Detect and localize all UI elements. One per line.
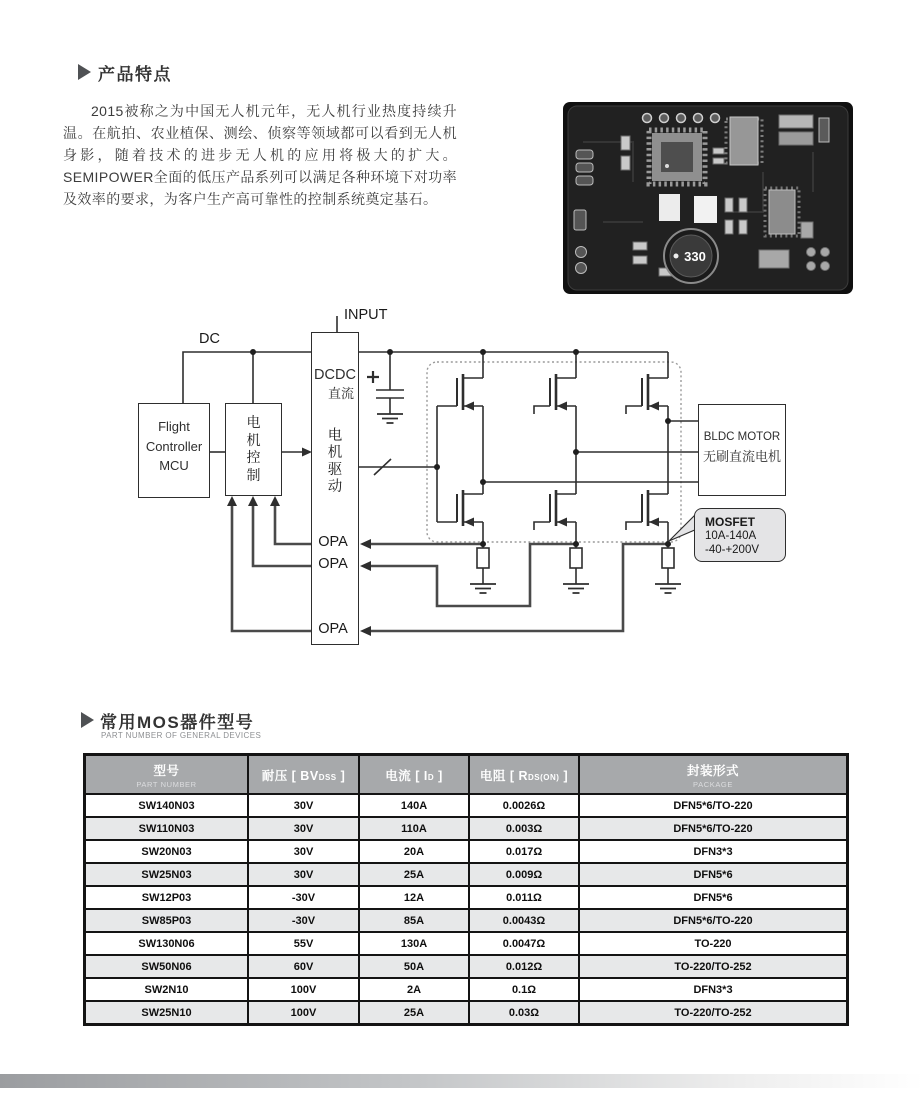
table-cell: TO-220 xyxy=(579,932,847,955)
bldc-motor-box xyxy=(698,404,786,496)
arrow-up-2 xyxy=(248,496,258,506)
fc-line2: Controller xyxy=(145,438,203,454)
table-cell: 100V xyxy=(248,1001,359,1024)
table-cell: 60V xyxy=(248,955,359,978)
table-cell: 110A xyxy=(359,817,469,840)
dcdc-label: DCDC xyxy=(314,367,356,383)
table-cell: SW110N03 xyxy=(85,817,248,840)
sense-resistors xyxy=(477,548,674,568)
header-package: 封装形式 PACKAGE xyxy=(579,755,847,794)
pcb-mosfet-pad xyxy=(659,194,680,221)
mosfet-low-1 xyxy=(437,490,483,527)
table-cell: SW2N10 xyxy=(85,978,248,1001)
table-cell: 0.1Ω xyxy=(469,978,579,1001)
dcdc-cn-label: 直流 xyxy=(327,386,354,401)
table-row xyxy=(85,794,847,817)
table-cell: 130A xyxy=(359,932,469,955)
callout-tail xyxy=(669,513,697,541)
dc-rail xyxy=(183,352,311,403)
sense-resistor xyxy=(662,548,674,568)
mosfet-low-3 xyxy=(626,490,668,530)
motor-driver-box xyxy=(311,332,359,645)
table-cell: 0.012Ω xyxy=(469,955,579,978)
table-header-row xyxy=(85,755,847,794)
arrow-opa3 xyxy=(360,626,371,636)
table-cell: 20A xyxy=(359,840,469,863)
table-cell: 30V xyxy=(248,840,359,863)
input-label: INPUT xyxy=(344,307,388,323)
bldc-motor-cn-label: 无刷直流电机 xyxy=(702,449,781,464)
table-cell: 100V xyxy=(248,978,359,1001)
table-cell: DFN5*6 xyxy=(579,886,847,909)
table-cell: SW25N03 xyxy=(85,863,248,886)
fc-line3: MCU xyxy=(159,458,189,473)
table-cell: 0.0026Ω xyxy=(469,794,579,817)
mosfet-callout xyxy=(694,508,786,562)
table-row xyxy=(85,1001,847,1024)
header-part-number: 型号 PART NUMBER xyxy=(85,755,248,794)
arrow-opa1 xyxy=(360,539,371,549)
table-cell: SW130N06 xyxy=(85,932,248,955)
callout-title: MOSFET xyxy=(705,515,755,529)
bldc-motor-label: BLDC MOTOR xyxy=(703,431,781,443)
flight-controller-box xyxy=(138,403,210,498)
table-row xyxy=(85,817,847,840)
triangle-bullet-icon xyxy=(78,64,91,80)
table-cell: TO-220/TO-252 xyxy=(579,955,847,978)
pcb-mosfet-pad xyxy=(694,196,717,223)
pcb-driver-ic xyxy=(765,188,799,236)
arrow-up-1 xyxy=(270,496,280,506)
intro-paragraph: 2015被称之为中国无人机元年，无人机行业热度持续升温。在航拍、农业植保、测绘、侦察等领域都可以看到无人机身影，随着技术的进步无人机的应用将极大的扩大。SEMIPOWER全面的低压产品系列可以满足各种环境下对功率及效率的要求，为客户生产高可靠性的控制系统奠定基石。 xyxy=(63,103,457,207)
table-cell: SW20N03 xyxy=(85,840,248,863)
table-cell: 55V xyxy=(248,932,359,955)
opa3-label: OPA xyxy=(318,621,348,637)
opa-output-wire xyxy=(275,506,311,544)
sense-resistor xyxy=(477,548,489,568)
table-cell: 140A xyxy=(359,794,469,817)
sense-resistor xyxy=(570,548,582,568)
callout-line2: -40-+200V xyxy=(705,544,760,556)
table-cell: DFN5*6/TO-220 xyxy=(579,794,847,817)
table-row xyxy=(85,840,847,863)
opa-feedback-wires xyxy=(232,506,668,631)
arrow-up-3 xyxy=(227,496,237,506)
triangle-bullet-icon xyxy=(81,712,94,728)
header-rdson: 电阻 [ RDS(ON) ] xyxy=(469,755,579,794)
pcb-qfp-chip xyxy=(649,130,705,184)
opa-output-wire xyxy=(253,506,311,566)
mosfet-high-2 xyxy=(534,374,576,414)
opa1-label: OPA xyxy=(318,534,348,550)
table-cell: DFN3*3 xyxy=(579,840,847,863)
pcb-soic-chip xyxy=(726,117,762,165)
callout-line1: 10A-140A xyxy=(705,530,757,542)
inductor-value-label: 330 xyxy=(684,249,706,264)
section-table-title: 常用MOS器件型号 xyxy=(100,713,255,732)
bus-capacitor xyxy=(367,352,404,414)
opa-feedback-wire xyxy=(370,544,576,606)
table-cell: DFN5*6 xyxy=(579,863,847,886)
table-cell: 0.011Ω xyxy=(469,886,579,909)
mosfet-high-1 xyxy=(437,374,483,411)
mosfet-high-3 xyxy=(626,374,668,414)
table-cell: SW140N03 xyxy=(85,794,248,817)
table-row xyxy=(85,955,847,978)
header-bvdss: 耐压 [ BVDSS ] xyxy=(248,755,359,794)
motor-control-box xyxy=(225,403,282,496)
opa-feedback-wire xyxy=(370,544,668,631)
table-row xyxy=(85,978,847,1001)
table-cell: 0.003Ω xyxy=(469,817,579,840)
section-features-title: 产品特点 xyxy=(98,65,172,84)
table-cell: DFN5*6/TO-220 xyxy=(579,909,847,932)
motor-drive-label: 电机驱动 xyxy=(327,428,343,495)
table-cell: DFN3*3 xyxy=(579,978,847,1001)
pcb-photo xyxy=(563,102,853,294)
table-cell: -30V xyxy=(248,886,359,909)
table-cell: DFN5*6/TO-220 xyxy=(579,817,847,840)
table-cell: 2A xyxy=(359,978,469,1001)
table-cell: SW12P03 xyxy=(85,886,248,909)
motor-control-label: 电机控制 xyxy=(246,414,261,483)
mos-device-table xyxy=(84,754,848,1025)
plus-sign xyxy=(367,371,379,383)
pcb-inductor xyxy=(664,229,718,283)
mos-table-body xyxy=(85,794,847,1024)
table-cell: SW50N06 xyxy=(85,955,248,978)
table-cell: 30V xyxy=(248,863,359,886)
section-table-subtitle: PART NUMBER OF GENERAL DEVICES xyxy=(101,731,262,740)
mosfet-low-2 xyxy=(534,490,576,530)
table-cell: 0.0047Ω xyxy=(469,932,579,955)
table-cell: 85A xyxy=(359,909,469,932)
table-row xyxy=(85,932,847,955)
header-id: 电流 [ ID ] xyxy=(359,755,469,794)
table-cell: 0.017Ω xyxy=(469,840,579,863)
table-cell: SW85P03 xyxy=(85,909,248,932)
table-cell: 12A xyxy=(359,886,469,909)
table-cell: TO-220/TO-252 xyxy=(579,1001,847,1024)
table-row xyxy=(85,886,847,909)
table-row xyxy=(85,909,847,932)
footer-gradient-bar xyxy=(0,1074,924,1088)
dc-label: DC xyxy=(199,331,220,347)
fc-line1: Flight xyxy=(158,419,190,434)
table-cell: -30V xyxy=(248,909,359,932)
table-cell: 25A xyxy=(359,1001,469,1024)
table-cell: SW25N10 xyxy=(85,1001,248,1024)
opa2-label: OPA xyxy=(318,556,348,572)
table-cell: 0.009Ω xyxy=(469,863,579,886)
table-cell: 50A xyxy=(359,955,469,978)
table-cell: 0.03Ω xyxy=(469,1001,579,1024)
table-cell: 30V xyxy=(248,794,359,817)
opa-output-wire xyxy=(232,506,311,631)
table-row xyxy=(85,863,847,886)
arrow-opa2 xyxy=(360,561,371,571)
table-cell: 30V xyxy=(248,817,359,840)
table-cell: 25A xyxy=(359,863,469,886)
table-cell: 0.0043Ω xyxy=(469,909,579,932)
